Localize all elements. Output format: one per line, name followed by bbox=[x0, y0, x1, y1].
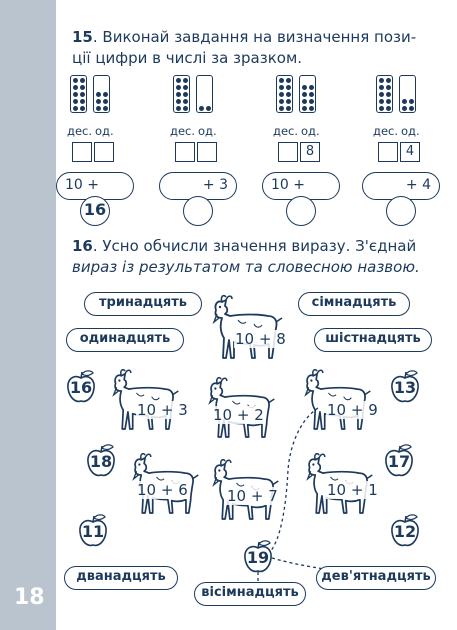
number-word[interactable]: тринадцять bbox=[84, 292, 202, 316]
apple-number: 16 bbox=[69, 378, 93, 397]
apple-number: 13 bbox=[393, 378, 417, 397]
ones-cell[interactable]: 8 bbox=[300, 142, 320, 162]
task15-number: 15 bbox=[72, 28, 93, 46]
number-word[interactable]: одинадцять bbox=[66, 328, 184, 352]
sum-left: 10 + bbox=[271, 177, 305, 193]
sum-left: 10 + bbox=[65, 177, 99, 193]
ones-cell[interactable]: 4 bbox=[400, 142, 420, 162]
apple-number: 18 bbox=[89, 452, 113, 471]
ones-label: од. bbox=[401, 124, 420, 138]
sum-right: + 3 bbox=[202, 177, 228, 193]
apple-number: 11 bbox=[81, 522, 105, 541]
number-word[interactable]: сімнадцять bbox=[298, 292, 410, 316]
task15-text-line2: ції цифри в числі за зразком. bbox=[72, 49, 303, 67]
expression-10-3: 10 + 3 bbox=[137, 401, 188, 419]
sum-right: + 4 bbox=[405, 177, 431, 193]
tens-label: дес. bbox=[273, 124, 299, 138]
tens-label: дес. bbox=[170, 124, 196, 138]
apple-number: 17 bbox=[387, 452, 411, 471]
expression-10-9: 10 + 9 bbox=[327, 401, 378, 419]
number-word[interactable]: вісімнадцять bbox=[194, 582, 306, 606]
task16-text-line2: вираз із результатом та словесною назвою. bbox=[72, 258, 420, 276]
expression-10-7: 10 + 7 bbox=[227, 487, 278, 505]
ones-label: од. bbox=[301, 124, 320, 138]
goat-10-9 bbox=[306, 370, 371, 429]
number-word[interactable]: дев'ятнадцять bbox=[316, 566, 436, 590]
ones-label: од. bbox=[95, 124, 114, 138]
page-number: 18 bbox=[14, 585, 45, 610]
task16-line1: . Усно обчисли значення виразу. З'єднай bbox=[92, 237, 417, 255]
task16-number: 16 bbox=[72, 237, 93, 255]
expression-10-2: 10 + 2 bbox=[213, 406, 264, 424]
goat-10-3 bbox=[114, 370, 179, 429]
expression-10-8: 10 + 8 bbox=[235, 330, 286, 348]
tens-label: дес. bbox=[67, 124, 93, 138]
number-word[interactable]: шістнадцять bbox=[314, 328, 432, 352]
expression-10-1: 10 + 1 bbox=[327, 481, 378, 499]
apple-number: 19 bbox=[246, 548, 270, 567]
task15-line1: . Виконай завдання на визначення пози- bbox=[92, 28, 417, 46]
number-word[interactable]: дванадцять bbox=[64, 566, 178, 590]
ones-label: од. bbox=[198, 124, 217, 138]
answer-circle[interactable]: 16 bbox=[80, 196, 110, 226]
goat-10-8 bbox=[214, 296, 282, 358]
expression-10-6: 10 + 6 bbox=[137, 481, 188, 499]
apple-number: 12 bbox=[393, 522, 417, 541]
tens-label: дес. bbox=[373, 124, 399, 138]
